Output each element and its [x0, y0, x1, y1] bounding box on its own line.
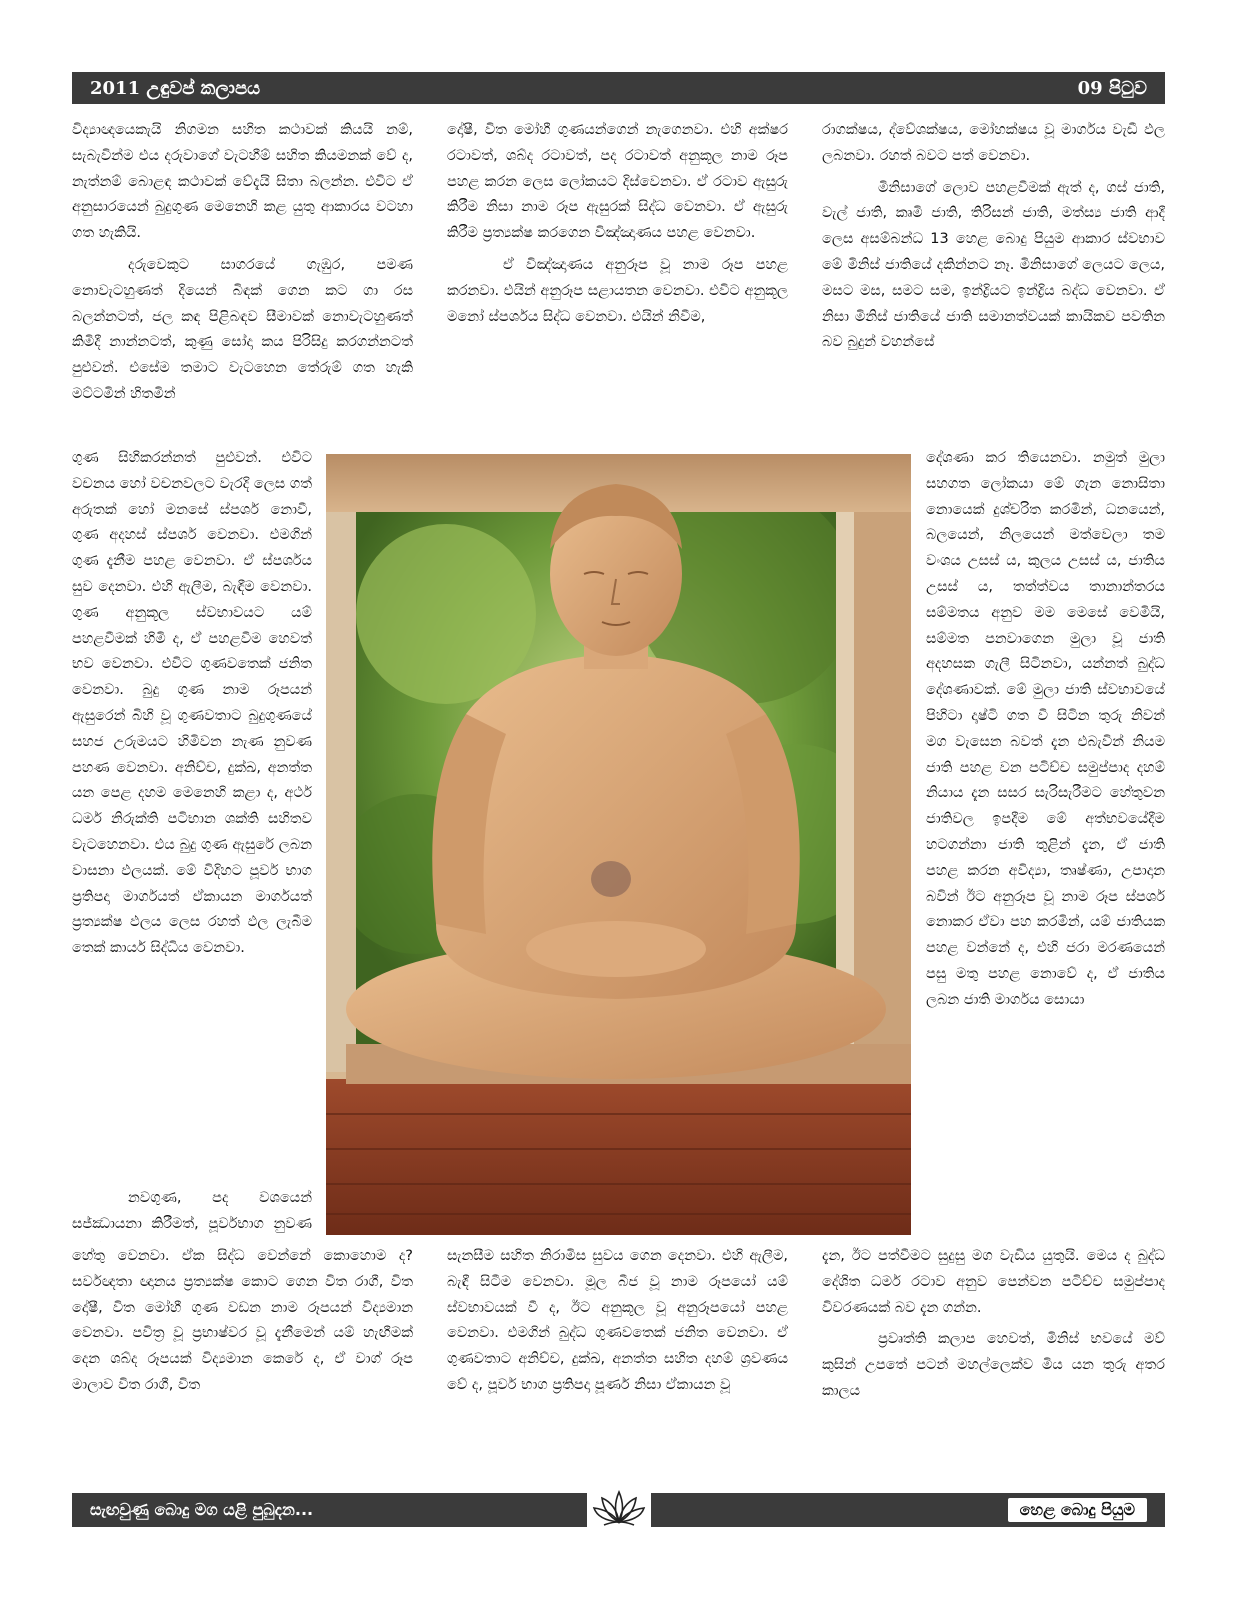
- paragraph: සැනසීම සහිත නිරාමිස සුවය ගෙන දෙනවා. එහි ඇලීම, බැඳී සිටීම වෙනවා. මූල බීජ වූ නාම රූපයෝ යම් ස්වභාවයක් වී ද, ඊට අනුකූල වූ අනුරූපයෝ පහළ වෙනවා. එමගින් බුද්ධ ගුණවතෙක් ජනිත වෙනවා. ඒ ගුණවතාට අනිච්ච, දුක්ඛ, අනත්ත සහිත දහම් ශ්‍රවණය වේ ද, පූර්ව භාග ප්‍රතිපදා පූර්ණ නිසා ඒකායන වූ: [447, 1248, 788, 1393]
- paragraph: ප්‍රවෘත්ති කලාප හෙවත්, මිනිස් භවයේ මව් කුසින් උපතේ පටන් මහල්ලෙක්ව මිය යන තුරු අතර කාලය: [822, 1331, 1165, 1399]
- page-footer: [72, 1493, 1165, 1527]
- paragraph: ඒ විඤ්ඤාණය අනුරූප වූ නාම රූප පහළ කරනවා. එයින් අනුරූප සළායතන වෙනවා. එවිට අනුකූල මනෝ ස්පර්ශය සිද්ධ වෙනවා. එයින් නිවීම,: [447, 256, 788, 325]
- column-left-narrow: [72, 446, 312, 1178]
- logo-rest: බොදු පියුම: [1055, 1500, 1135, 1519]
- column-right-bottom: [822, 1244, 1165, 1480]
- column-left-narrow-2: [72, 1186, 312, 1242]
- paragraph: නවගුණ, පද වශයෙන් සජ්ඣායනා කිරීමත්, පූර්වභාග නුවණ: [72, 1190, 312, 1232]
- paragraph: හේතු වෙනවා. ඒක සිද්ධ වෙන්නේ කොහොම ද? සර්වඥතා ඥානය ප්‍රත්‍යක්ෂ කොට ගෙන විත රාගී, විත දෝෂී, විත මෝහී ගුණ වඩන නාම රූපයන් විද්‍යමාන වෙනවා. පවිත්‍ර වූ ප්‍රභාෂ්වර වූ දැනීමෙන් යම් හැඟීමක් දෙන ශබ්ද රූපයක් විද්‍යමාන කෙරේ ද, ඒ වාග් රූප මාලාව විත රාගී, විත: [72, 1248, 413, 1393]
- logo-bold: හෙළ: [1019, 1500, 1056, 1519]
- paragraph: දැන, ඊට පත්වීමට සුදුසු මග වැඩිය යුතුයි. මෙය ද බුද්ධ දේශිත ධර්ම රටාව අනුව පෙන්වන පටිච්ච සමුප්පාද විවරණයක් බව දැන ගන්න.: [822, 1248, 1165, 1316]
- column-right-top: [822, 118, 1165, 448]
- publication-logo: [1008, 1498, 1147, 1522]
- paragraph: දේශණා කර තියෙනවා. නමුත් මුලා සහගත ලෝකයා මේ ගැන නොසිතා නොයෙක් දුශ්චරිත කරමින්, ධනයෙන්, බලයෙන්, නිලයෙන් මත්වෙලා තම වංශය උසස් ය, කුලය උසස් ය, ජාතිය උසස් ය, තත්ත්වය තානාන්තරය සම්මතය අනුව මම මෙසේ වෙමියි, සම්මත පනවාගෙන මුලා වූ ජාති අදහසක ගැලී සිටිනවා, යන්නත් බුද්ධ දේශණාවක්. මේ මුලා ජාති ස්වභාවයේ පිහිටා දෘෂ්ටි ගත වී සිටින තුරු නිවන් මග වැසෙන බවත් දැන එබැවින් නියම ජාති පහළ වන පටිච්ච සමුප්පාද දහම් නියාය දැන සසර සැරිසැරීමට හේතුවන ජාතිවල ඉපදීම මේ අත්භවයේදීම හටගන්නා ජාති තුළින් දැන, ඒ ජාති පහළ කරන අවිද්‍යා, තෘෂ්ණා, උපාදාන බවින් ඊට අනුරූප වූ නාම රූප ස්පර්ශ නොකර ඒවා පහ කරමින්, යම් ජාතියක පහළ වන්නේ ද, එහි ජරා මරණයෙන් පසු මතු පහළ නොවේ ද, ඒ ජාතිය ලබන ජාති මාර්ගය සොයා: [926, 450, 1165, 1008]
- issue-label: 2011 උඳුවප් කලාපය: [90, 77, 261, 99]
- footer-tagline: සැඟවුණු බොදු මග යළි පුබුදන...: [90, 1500, 314, 1519]
- column-left-top: [72, 118, 413, 444]
- paragraph: විද්‍යාඥයෙකැයි නිගමන සහිත කථාවක් කියයි නම්, සැබැවින්ම එය දරුවාගේ වැටහීම් සහිත කියමනක් වේ ද, නැත්නම් බොළඳ කථාවක් වේදැයි සිතා බලන්න. එවිට ඒ අනුසාරයෙන් බුදුගුණ මෙනෙහි කළ යුතු ආකාරය වටහා ගත හැකියි.: [72, 122, 413, 242]
- column-left-bottom: [72, 1244, 413, 1480]
- column-middle-top: [447, 118, 788, 448]
- paragraph: දරුවෙකුට සාගරයේ ගැඹුර, පමණ නොවැටහුණත් දියෙන් බිඳක් ගෙන කට ගා රස බලන්නටත්, ජල කඳ පිළිබඳව සීමාවක් නොවැටහුණත් කිමිදී නාන්නටත්, කුණු සෝදා කය පිරිසිදු කරගන්නටත් පුළුවන්. එසේම තමාට වැටහෙන තේරුම් ගත හැකි මට්ටමින් හිතමින්: [72, 256, 413, 402]
- paragraph: දෝෂී, විත මෝහී ගුණයන්ගෙන් නැගෙනවා. එහි අක්ෂර රටාවත්, ශබ්ද රටාවත්, පද රටාවත් අනුකූල නාම රූප පහළ කරන ලෙස ලෝකයට දිස්වෙනවා. ඒ රටාව ඇසුරු කිරීම නිසා නාම රූප ඇසුරක් සිද්ධ වෙනවා. ඒ ඇසුරු කිරීම ප්‍රත්‍යක්ෂ කරගෙන විඤ්ඤාණය පහළ වෙනවා.: [447, 122, 788, 242]
- page-header: [72, 72, 1165, 104]
- page-number: 09 පිටුව: [1077, 77, 1147, 99]
- paragraph: රාගක්ෂය, ද්වේශක්ෂය, මෝහක්ෂය වූ මාර්ගය වැඩී ඵල ලබනවා. රහත් බවට පත් වෙනවා.: [822, 122, 1165, 164]
- lotus-icon: [587, 1485, 651, 1531]
- paragraph: ගුණ සිහිකරන්නත් පුළුවන්. එවිට වචනය හෝ වචනවලට වැරදි ලෙස ගත් අරුතක් හෝ මනසේ ස්පර්ශ නොවී, ගුණ අදහස් ස්පර්ශ වෙනවා. එමගින් ගුණ දැනීම පහළ වෙනවා. ඒ ස්පර්ශය සුව දෙනවා. එහි ඇලීම, බැඳීම වෙනවා. ගුණ අනුකූල ස්වභාවයට යම් පහළවීමක් හිමි ද, ඒ පහළවීම හෙවත් භව වෙනවා. එවිට ගුණවතෙක් ජනිත වෙනවා. බුදු ගුණ නාම රූපයන් ඇසුරෙන් බිහි වූ ගුණවතාට බුදුගුණයේ සහජ උරුමයට හිමිවන නැණ නුවණ පහණ වෙනවා. අනිච්ච, දුක්ඛ, අනත්ත යන පෙළ දහම මෙනෙහි කළා ද, අර්ථ ධර්ම නිරුක්ති පටිභාන ශක්ති සහිතව වැටහෙනවා. එය බුදු ගුණ ඇසුරේ ලබන වාසනා ඵලයක්. මේ විදිහට පූර්ව භාග ප්‍රතිපදා මාර්ගයත් ඒකායන මාර්ගයත් ප්‍රත්‍යක්ෂ ඵලය ලෙස රහත් ඵල ලැබීම තෙක් කාර්ය සිද්ධිය වෙනවා.: [72, 450, 312, 957]
- column-middle-bottom: [447, 1244, 788, 1480]
- buddha-statue-photo: [326, 454, 911, 1235]
- column-right-narrow: [926, 446, 1165, 1242]
- paragraph: මිනිසාගේ ලොව පහළවීමක් ඇත් ද, ගස් ජාති, වැල් ජාති, කෘමි ජාති, තිරිසන් ජාති, මත්ස්‍ය ජාති ආදී ලෙස අසම්බන්ධ 13 හෙළ බොදු පියුම ආකාර ස්වභාව මේ මිනිස් ජාතියේ දකින්නට නෑ. මිනිසාගේ ලෙයට ලෙය, මසට මස, සමට සම, ඉන්ද්‍රියට ඉන්ද්‍රිය බද්ධ වෙනවා. ඒ නිසා මිනිස් ජාතියේ ජාති සමානත්වයක් කායිකව පවතින බව බුදුන් වහන්සේ: [822, 179, 1165, 351]
